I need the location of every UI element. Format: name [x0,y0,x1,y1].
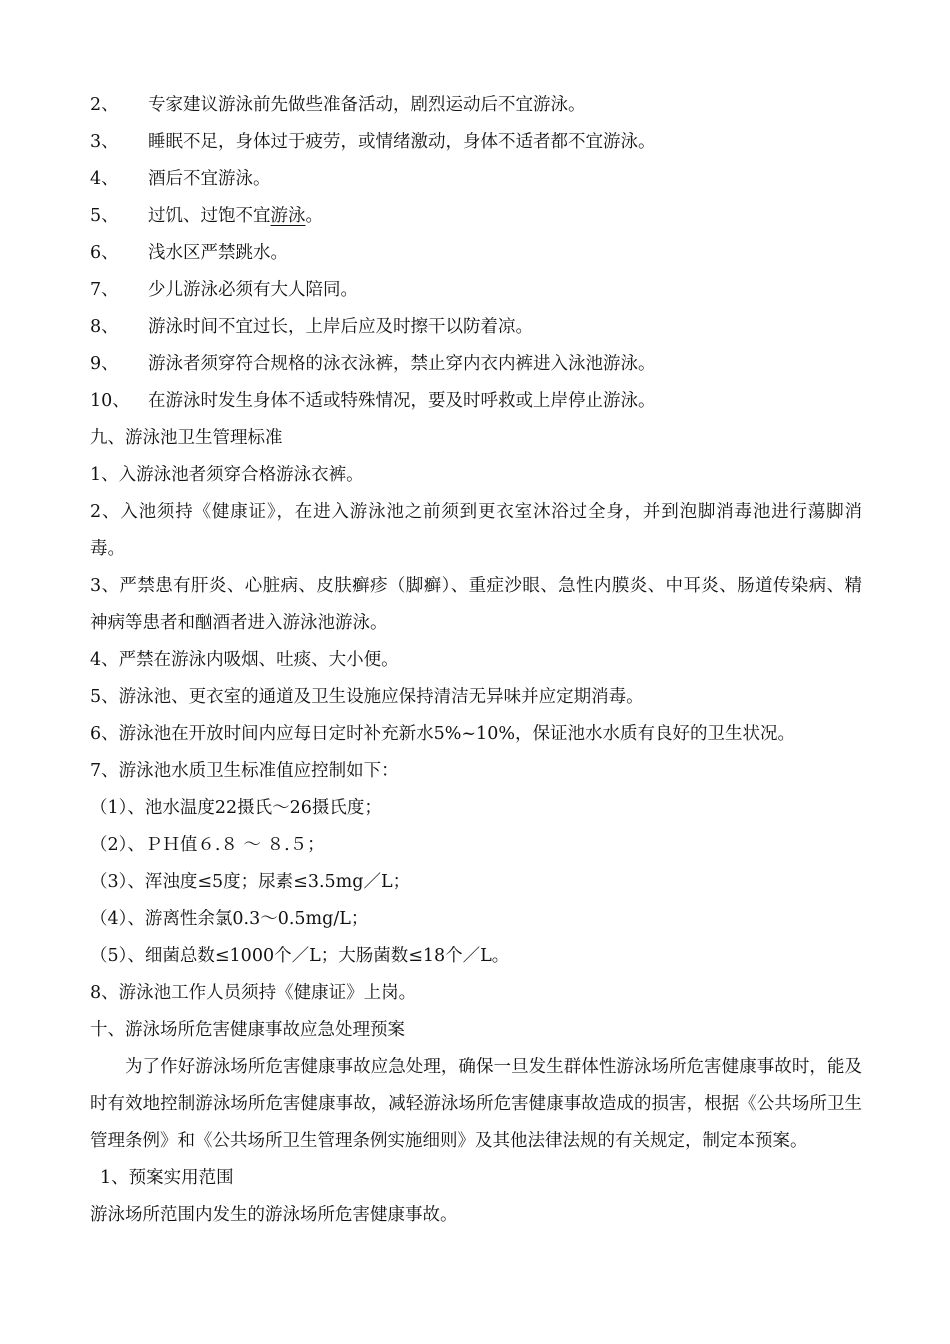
list-item [90,124,862,161]
item-text: 专家建议游泳前先做些准备活动，剧烈运动后不宜游泳。 [148,95,586,115]
item-number: 10、 [90,391,130,411]
list-item [90,87,862,124]
list-item [90,235,862,272]
list-item [90,272,862,309]
item-text-start: 过饥、过饱不宜 [148,206,271,226]
item-number: 7、 [90,280,119,300]
paragraph: 2、入池须持《健康证》，在进入游泳池之前须到更衣室沐浴过全身，并到泡脚消毒池进行蕩脚消毒。 [90,502,862,559]
item-text: 少儿游泳必须有大人陪同。 [148,280,358,300]
paragraph: 游泳场所范围内发生的游泳场所危害健康事故。 [90,1205,458,1225]
water-standard-item: （3）、浑浊度≤5度；尿素≤3.5mg／L； [90,872,411,892]
item-text: 酒后不宜游泳。 [148,169,271,189]
list-item [90,383,862,420]
subsection-heading: 1、预案实用范围 [100,1168,234,1188]
item-number: 5、 [90,206,119,226]
item-text: 浅水区严禁跳水。 [148,243,288,263]
item-number: 2、 [90,95,119,115]
paragraph: 1、入游泳池者须穿合格游泳衣裤。 [90,465,364,485]
item-text: 睡眠不足，身体过于疲劳，或情绪激动，身体不适者都不宜游泳。 [148,132,656,152]
paragraph: 6、游泳池在开放时间内应每日定时补充新水5%~10%，保证池水水质有良好的卫生状况。 [90,724,795,744]
underlined-word: 游泳 [270,206,306,226]
item-text-end: 。 [305,206,323,226]
section-heading: 九、游泳池卫生管理标准 [90,428,283,448]
item-text [148,198,323,235]
document-page [90,87,862,1234]
item-number: 4、 [90,169,119,189]
paragraph: 为了作好游泳场所危害健康事故应急处理，确保一旦发生群体性游泳场所危害健康事故时，能及时有效地控制游泳场所危害健康事故，减轻游泳场所危害健康事故造成的损害，根据《公共场所卫生管理条例》和《公共场所卫生管理条例实施细则》及其他法律法规的有关规定，制定本预案。 [90,1057,862,1151]
section-heading: 十、游泳场所危害健康事故应急处理预案 [90,1020,405,1040]
paragraph: 5、游泳池、更衣室的通道及卫生设施应保持清洁无异味并应定期消毒。 [90,687,644,707]
list-item [90,309,862,346]
paragraph: 3、严禁患有肝炎、心脏病、皮肤癣疹（脚癣）、重症沙眼、急性内膜炎、中耳炎、肠道传染病、精神病等患者和酗酒者进入游泳池游泳。 [90,576,862,633]
item-text: 在游泳时发生身体不适或特殊情况，要及时呼救或上岸停止游泳。 [148,391,656,411]
list-item [90,198,862,235]
water-standard-item: （5）、细菌总数≤1000个／L；大肠菌数≤18个／L。 [90,946,510,966]
list-item [90,346,862,383]
paragraph: 8、游泳池工作人员须持《健康证》上岗。 [90,983,417,1003]
item-number: 9、 [90,354,119,374]
item-number: 8、 [90,317,119,337]
water-standard-item: （2）、ＰＨ值６.８ ～ ８.５； [90,835,325,855]
list-item [90,161,862,198]
paragraph: 7、游泳池水质卫生标准值应控制如下： [90,761,399,781]
water-standard-item: （4）、游离性余氯0.3～0.5mg/L； [90,909,369,929]
paragraph: 4、严禁在游泳内吸烟、吐痰、大小便。 [90,650,399,670]
water-standard-item: （1）、池水温度22摄氏～26摄氏度； [90,798,382,818]
item-number: 3、 [90,132,119,152]
item-text: 游泳时间不宜过长，上岸后应及时擦干以防着凉。 [148,317,533,337]
item-text: 游泳者须穿符合规格的泳衣泳裤，禁止穿内衣内裤进入泳池游泳。 [148,354,656,374]
item-number: 6、 [90,243,119,263]
